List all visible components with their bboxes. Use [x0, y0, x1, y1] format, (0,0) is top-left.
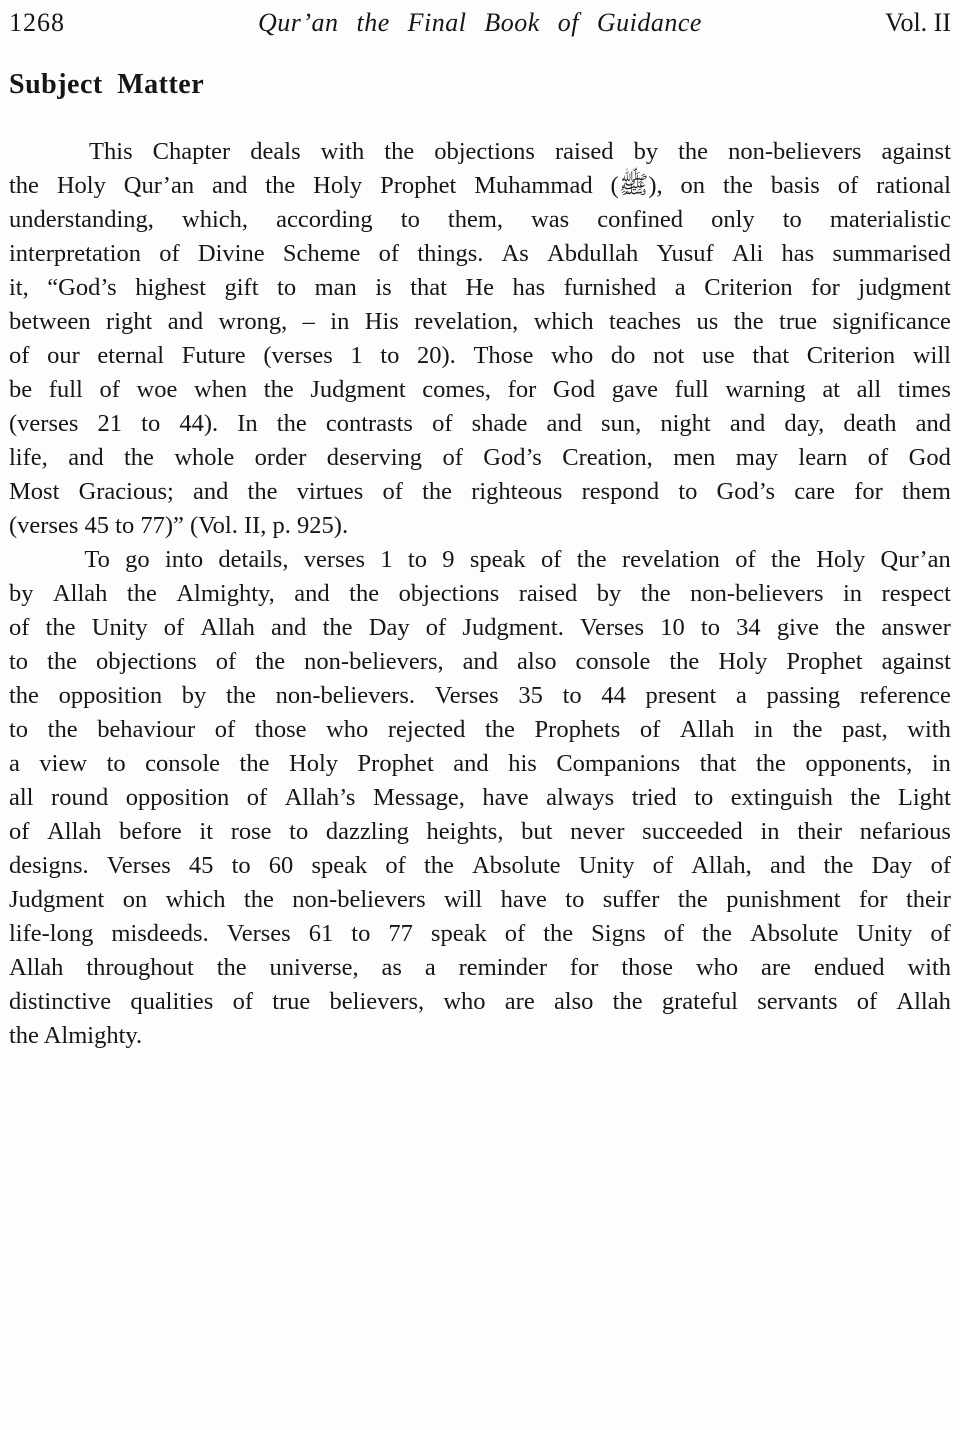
text-line: This Chapter deals with the objections raised by the non-believers against [9, 135, 951, 169]
text-line: Allah throughout the universe, as a reminder for those who are endued with [9, 954, 951, 981]
body-paragraph [9, 135, 951, 543]
text-line: interpretation of Divine Scheme of things. As Abdullah Yusuf Ali has summarised [9, 240, 951, 267]
text-line: designs. Verses 45 to 60 speak of the Absolute Unity of Allah, and the Day of [9, 852, 951, 879]
paragraph-indent [9, 135, 69, 169]
text-line: be full of woe when the Judgment comes, for God gave full warning at all times [9, 376, 951, 403]
text-line: to the objections of the non-believers, and also console the Holy Prophet against [9, 648, 951, 675]
paragraph-indent [9, 543, 69, 577]
text-line: by Allah the Almighty, and the objections raised by the non-believers in respect [9, 580, 951, 607]
text-line: the opposition by the non-believers. Verses 35 to 44 present a passing reference [9, 682, 951, 709]
text-line: the Holy Qur’an and the Holy Prophet Muhammad (ﷺ), on the basis of rational [9, 172, 951, 199]
page-number: 1268 [9, 8, 65, 37]
text-line: Most Gracious; and the virtues of the righteous respond to God’s care for them [9, 478, 951, 505]
body-text [9, 135, 951, 1053]
running-header [9, 6, 951, 40]
text-line: a view to console the Holy Prophet and his Companions that the opponents, in [9, 750, 951, 777]
text-line: of the Unity of Allah and the Day of Judgment. Verses 10 to 34 give the answer [9, 614, 951, 641]
text-line: the Almighty. [9, 1022, 143, 1049]
text-line: distinctive qualities of true believers, who are also the grateful servants of Allah [9, 988, 951, 1015]
text-line: between right and wrong, – in His revelation, which teaches us the true significance [9, 308, 951, 335]
text-line: Judgment on which the non-believers will have to suffer the punishment for their [9, 886, 951, 913]
text-line: it, “God’s highest gift to man is that He has furnished a Criterion for judgment [9, 274, 951, 301]
volume-label: Vol. II [885, 8, 951, 37]
text-line: all round opposition of Allah’s Message, have always tried to extinguish the Light [9, 784, 951, 811]
section-heading: Subject Matter [9, 69, 205, 100]
text-line: (verses 21 to 44). In the contrasts of shade and sun, night and day, death and [9, 410, 951, 437]
body-paragraph [9, 543, 951, 1053]
book-title: Qur’an the Final Book of Guidance [258, 8, 702, 37]
text-line: to the behaviour of those who rejected the Prophets of Allah in the past, with [9, 716, 951, 743]
text-line: of Allah before it rose to dazzling heights, but never succeeded in their nefarious [9, 818, 951, 845]
text-line: life, and the whole order deserving of God’s Creation, men may learn of God [9, 444, 951, 471]
text-line: understanding, which, according to them, was confined only to materialistic [9, 206, 951, 233]
text-line: life-long misdeeds. Verses 61 to 77 speak of the Signs of the Absolute Unity of [9, 920, 951, 947]
text-line: (verses 45 to 77)” (Vol. II, p. 925). [9, 512, 349, 539]
text-line: of our eternal Future (verses 1 to 20). Those who do not use that Criterion will [9, 342, 951, 369]
text-line: To go into details, verses 1 to 9 speak of the revelation of the Holy Qur’an [9, 543, 951, 577]
